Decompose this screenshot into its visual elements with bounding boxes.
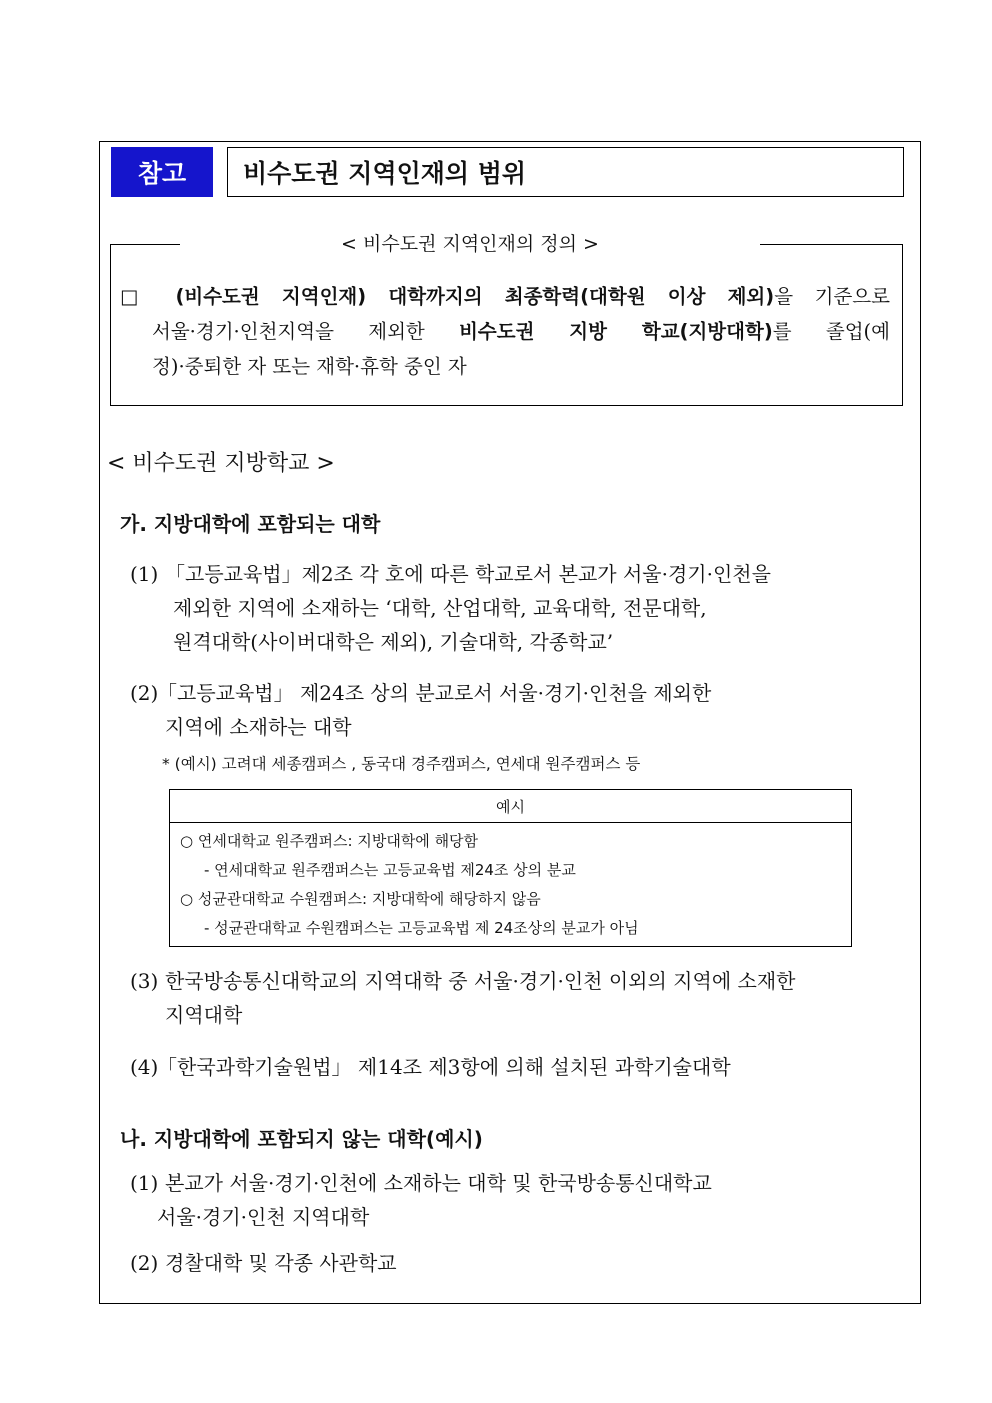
- section-a-item-2-num: (2): [130, 681, 159, 705]
- page-title: 비수도권 지역인재의 범위: [227, 147, 904, 197]
- section-a-item-4-num: (4): [130, 1055, 159, 1079]
- section-a-item-1-line-3: 원격대학(사이버대학은 제외), 기술대학, 각종학교’: [173, 630, 614, 654]
- example-row-2: - 연세대학교 원주캠퍼스는 고등교육법 제24조 상의 분교: [204, 861, 576, 879]
- section-b-item-1-line-1: 본교가 서울·경기·인천에 소재하는 대학 및 한국방송통신대학교: [165, 1171, 712, 1195]
- example-table-header: 예시: [170, 790, 852, 823]
- definition-bold-2: 비수도권 지방 학교(지방대학): [459, 320, 773, 343]
- definition-heading: < 비수도권 지역인재의 정의 >: [180, 229, 760, 256]
- definition-bold-1: (비수도권 지역인재) 대학까지의 최종학력(대학원 이상 제외): [175, 285, 775, 308]
- section-a-item-4-line-1: 「한국과학기술원법」 제14조 제3항에 의해 설치된 과학기술대학: [157, 1055, 731, 1079]
- section-a-item-1-line-1: 「고등교육법」제2조 각 호에 따른 학교로서 본교가 서울·경기·인천을: [165, 562, 771, 586]
- section-a-item-1-line-2: 제외한 지역에 소재하는 ‘대학, 산업대학, 교육대학, 전문대학,: [173, 596, 707, 620]
- section-a-item-2-line-1: 「고등교육법」 제24조 상의 분교로서 서울·경기·인천을 제외한: [157, 681, 712, 705]
- section-a-item-3-num: (3): [130, 969, 159, 993]
- section-a-heading: 가. 지방대학에 포함되는 대학: [120, 512, 381, 536]
- section-b-item-2-line-1: 경찰대학 및 각종 사관학교: [165, 1251, 397, 1275]
- definition-text-4: 정)·중퇴한 자 또는 재학·휴학 중인 자: [152, 355, 467, 378]
- example-row-3: ○ 성균관대학교 수원캠퍼스: 지방대학에 해당하지 않음: [180, 890, 541, 908]
- reference-badge: 참고: [111, 147, 213, 197]
- definition-text-1: 을 기준으로: [774, 285, 890, 308]
- section-a-item-2-line-2: 지역에 소재하는 대학: [165, 715, 352, 739]
- definition-text-3: 를 졸업(예: [772, 320, 890, 343]
- example-row-1: ○ 연세대학교 원주캠퍼스: 지방대학에 해당함: [180, 832, 479, 850]
- section-b-heading: 나. 지방대학에 포함되지 않는 대학(예시): [120, 1127, 483, 1151]
- section-b-item-2-num: (2): [130, 1251, 159, 1275]
- checkbox-symbol: □: [120, 285, 154, 308]
- section-a-item-3-line-2: 지역대학: [165, 1003, 243, 1027]
- example-note: * (예시) 고려대 세종캠퍼스 , 동국대 경주캠퍼스, 연세대 원주캠퍼스 등: [162, 755, 641, 773]
- section-a-item-3-line-1: 한국방송통신대학교의 지역대학 중 서울·경기·인천 이외의 지역에 소재한: [165, 969, 796, 993]
- local-schools-heading: < 비수도권 지방학교 >: [107, 451, 335, 476]
- example-row-4: - 성균관대학교 수원캠퍼스는 고등교육법 제 24조상의 분교가 아님: [204, 919, 639, 937]
- section-b-item-1-num: (1): [130, 1171, 159, 1195]
- definition-text: [120, 279, 890, 384]
- definition-top-border-left: [110, 244, 182, 245]
- section-b-item-1-line-2: 서울·경기·인천 지역대학: [157, 1205, 370, 1229]
- section-a-item-1-num: (1): [130, 562, 159, 586]
- definition-top-border-right: [760, 244, 903, 245]
- definition-text-2: 서울·경기·인천지역을 제외한: [152, 320, 460, 343]
- example-table: [169, 789, 852, 947]
